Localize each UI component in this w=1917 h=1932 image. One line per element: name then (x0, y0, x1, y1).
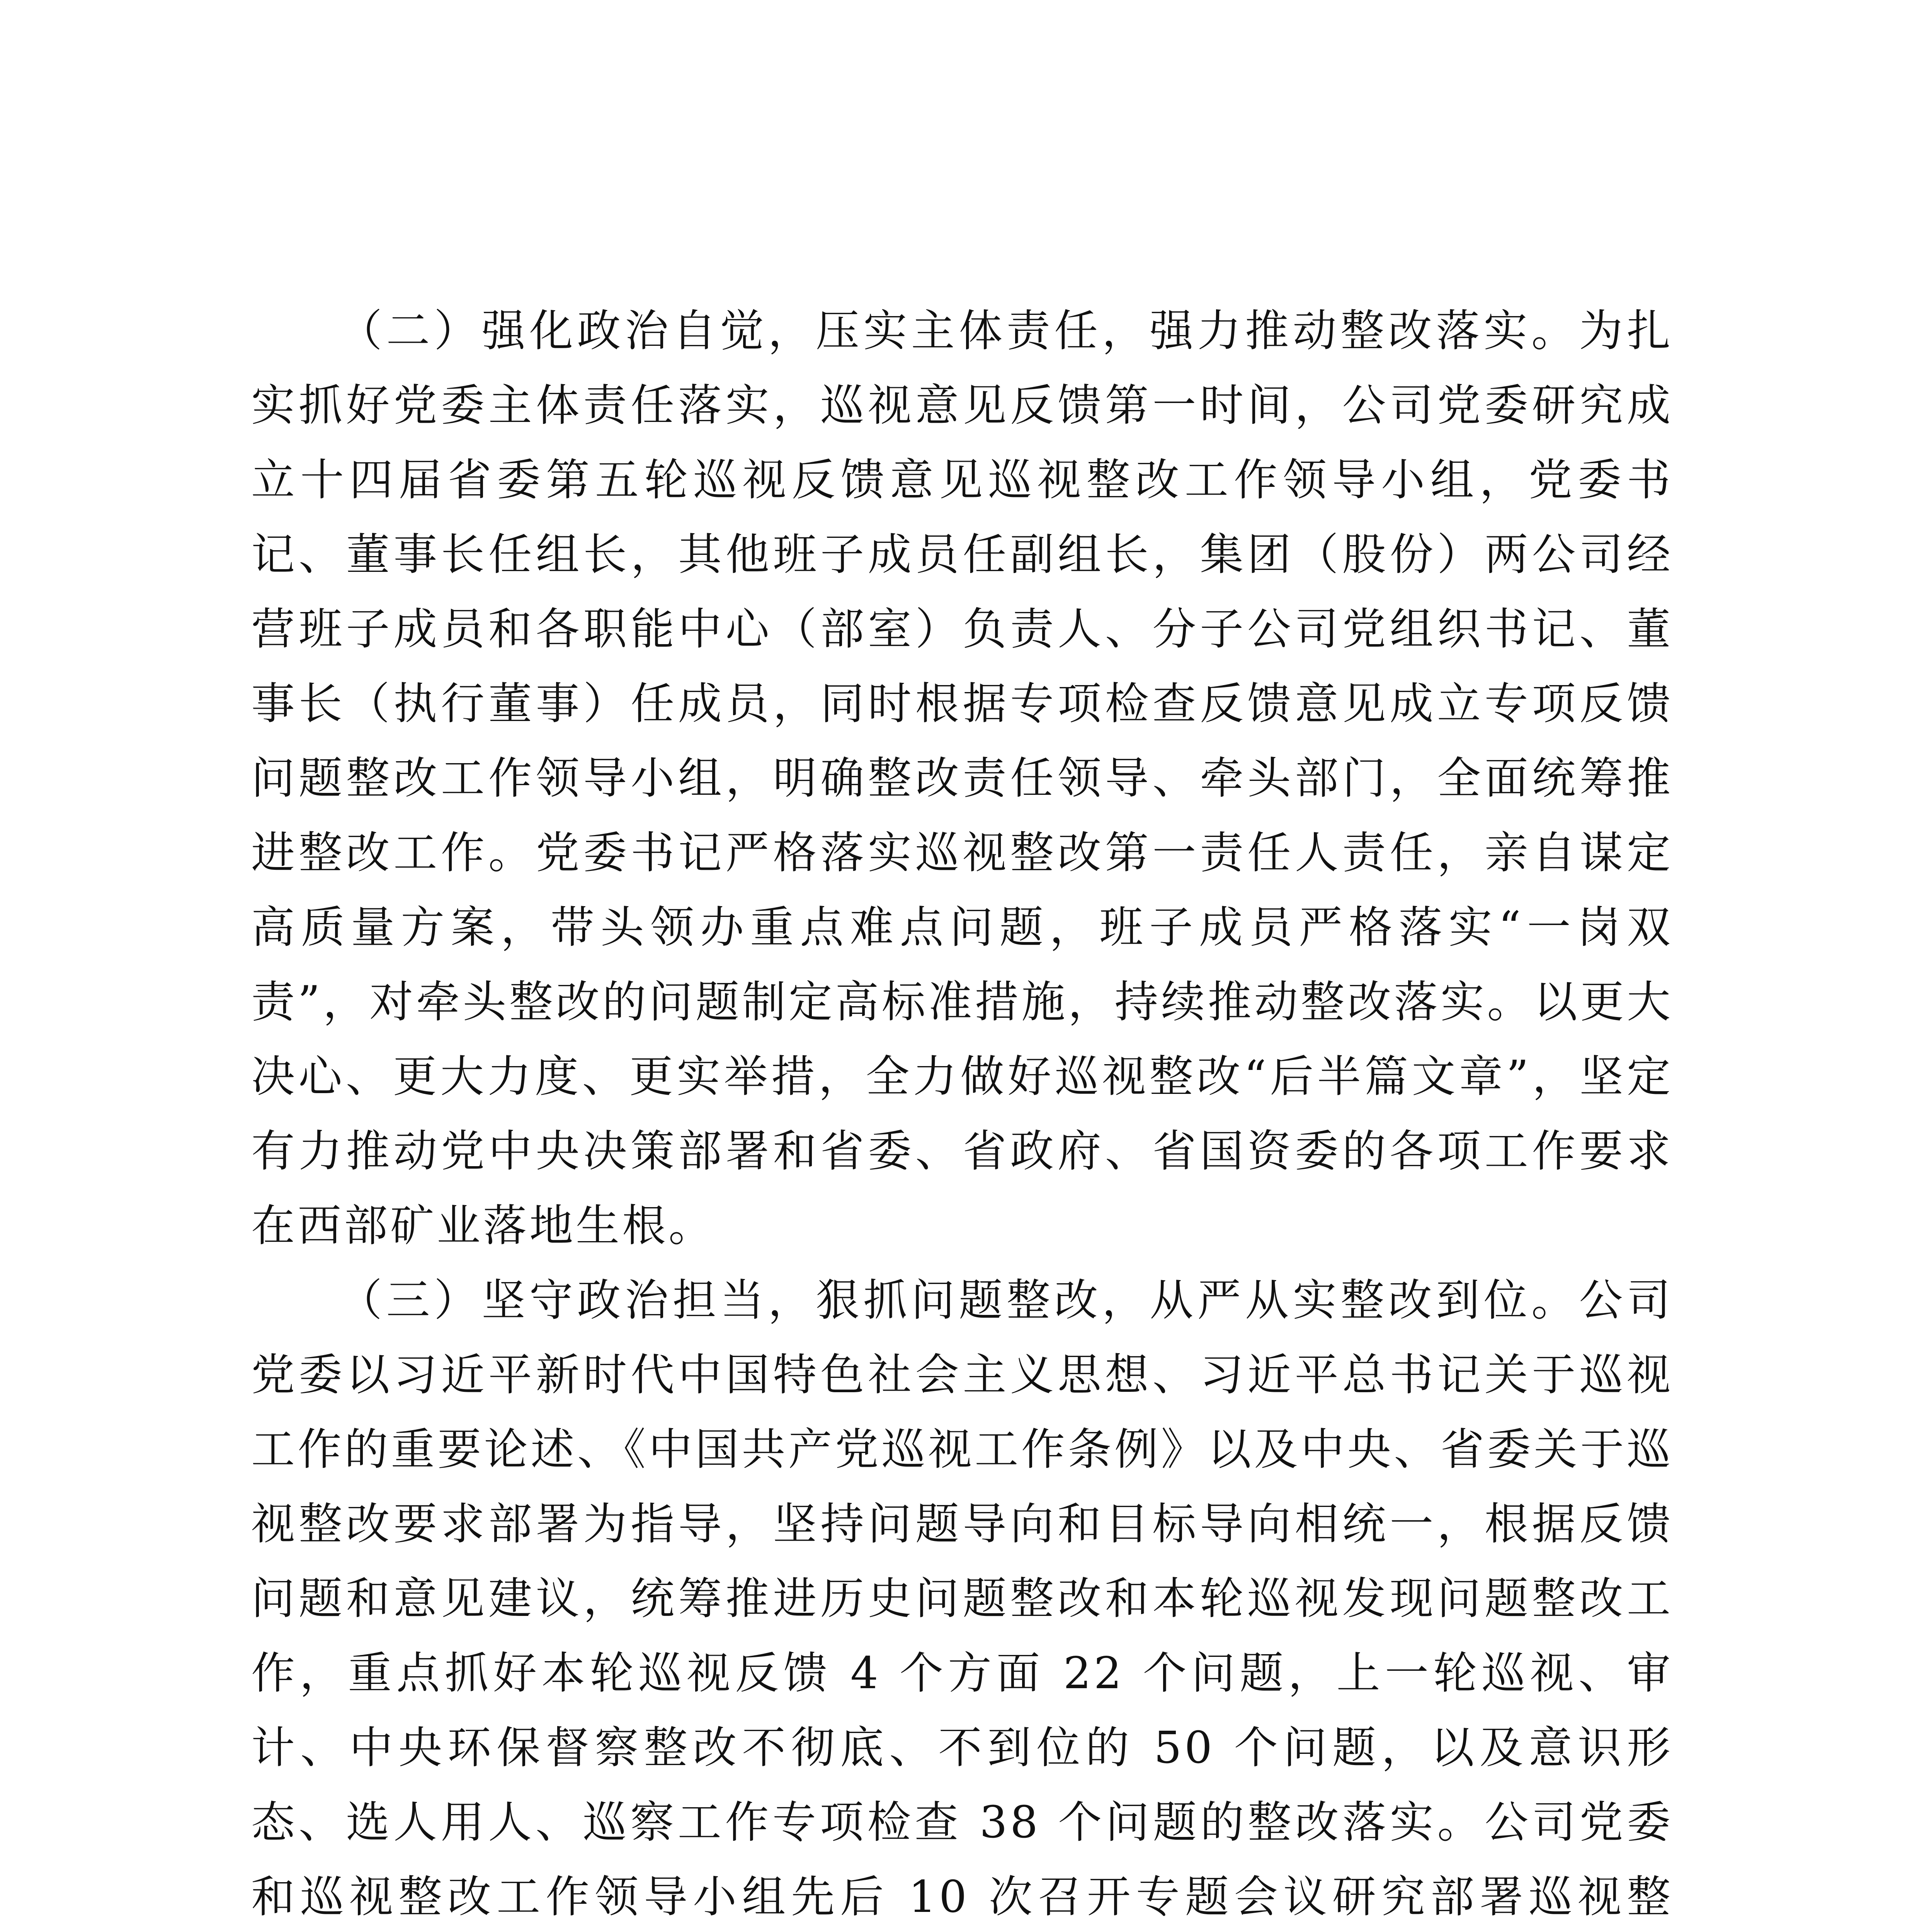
paragraph-body: 为扎实抓好党委主体责任落实，巡视意见反馈第一时间，公司党委研究成立十四届省委第五轮巡视反馈意见巡视整改工作领导小组，党委书记、董事长任组长，其他班子成员任副组长，集团（股份）两公司经营班子成员和各职能中心（部室）负责人、分子公司党组织书记、董事长（执行董事）任成员，同时根据专项检查反馈意见成立专项反馈问题整改工作领导小组，明确整改责任领导、牵头部门，全面统筹推进整改工作。党委书记严格落实巡视整改第一责任人责任，亲自谋定高质量方案，带头领办重点难点问题，班子成员严格落实“一岗双责”，对牵头整改的问题制定高标准措施，持续推动整改落实。以更大决心、更大力度、更实举措，全力做好巡视整改“后半篇文章”，坚定有力推动党中央决策部署和省委、省政府、省国资委的各项工作要求在西部矿业落地生根。 (251, 305, 1674, 1251)
paragraph-heading: （三）坚守政治担当，狠抓问题整改，从严从实整改到位。 (338, 1275, 1579, 1326)
paragraph-body: 公司党委以习近平新时代中国特色社会主义思想、习近平总书记关于巡视工作的重要论述、《中国共产党巡视工作条例》以及中央、省委关于巡视整改要求部署为指导，坚持问题导向和目标导向相统一，根据反馈问题和意见建议，统筹推进历史问题整改和本轮巡视发现问题整改工作，重点抓好本轮巡视反馈 4 个方面 22 个问题，上一轮巡视、审计、中央环保督察整改不彻底、不到位的 50 个问题，以及意识形态、选人用人、巡察工作专项检查 38 个问题的整改落实。公司党委和巡视整改工作领导小组先后 10 次召开专题会议研究部署巡视整 (251, 1275, 1674, 1922)
body-text (251, 294, 1673, 1932)
paragraph-section-two (251, 294, 1673, 1263)
paragraph-section-three (251, 1263, 1673, 1932)
paragraph-heading: （二）强化政治自觉，压实主体责任，强力推动整改落实。 (338, 305, 1579, 356)
